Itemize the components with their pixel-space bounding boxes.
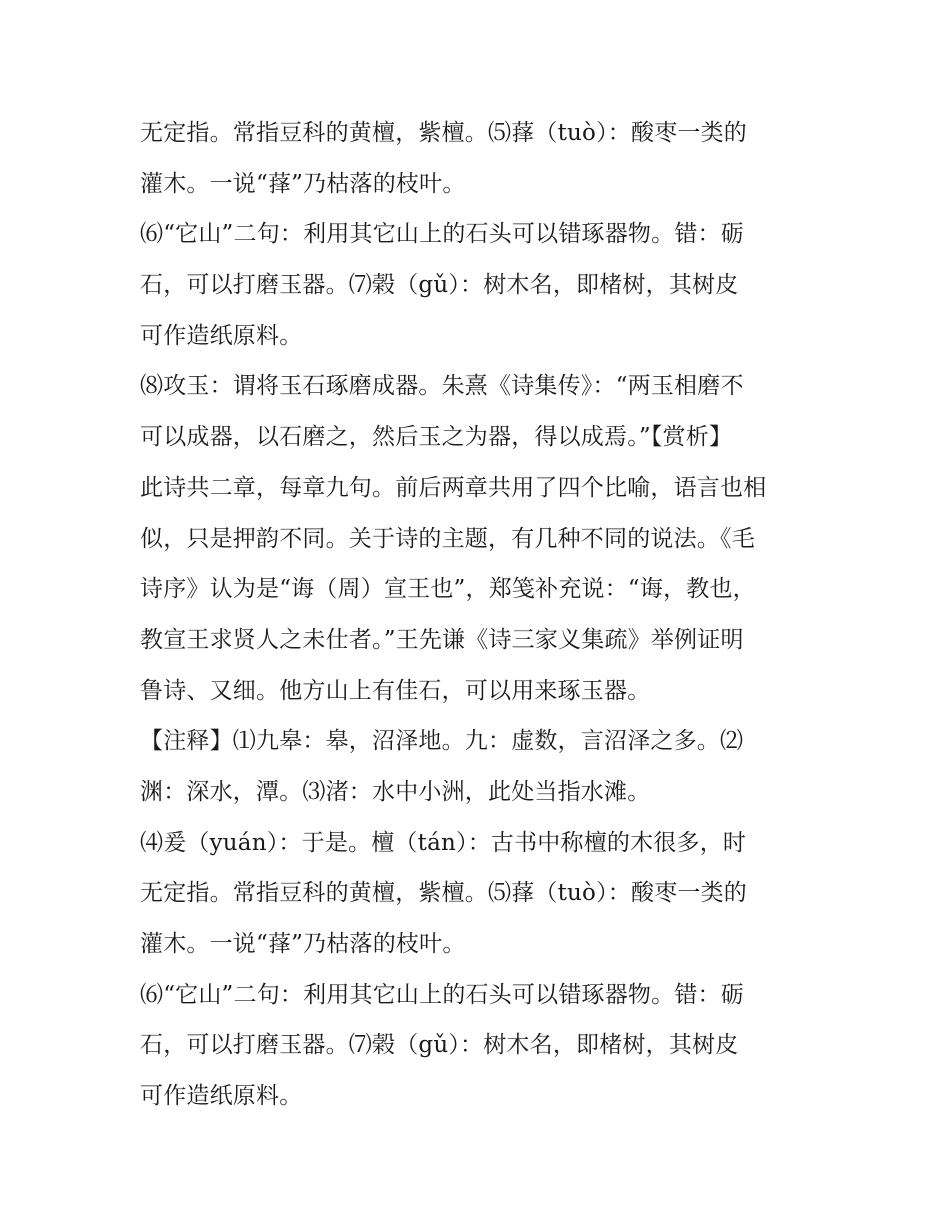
text-line: 灌木。一说“萚”乃枯落的枝叶。 [140, 170, 466, 197]
text-line: 可以成器，以石磨之，然后玉之为器，得以成焉。”【赏析】 [140, 424, 733, 451]
text-line: 鲁诗、又细。他方山上有佳石，可以用来琢玉器。 [140, 677, 651, 704]
text-line: ⑷爰（yuán）：于是。檀（tán）：古书中称檀的木很多，时 [140, 829, 747, 856]
text-line: 可作造纸原料。 [140, 1083, 303, 1110]
document-body [140, 108, 820, 1122]
text-line: 诗序》认为是“诲（周）宣王也”，郑笺补充说：“诲，教也， [140, 576, 756, 603]
text-line: 此诗共二章，每章九句。前后两章共用了四个比喻，语言也相 [140, 474, 767, 501]
text-line: ⑻攻玉：谓将玉石琢磨成器。朱熹《诗集传》：“两玉相磨不 [140, 373, 744, 400]
text-line: ⑹“它山”二句：利用其它山上的石头可以错琢器物。错：砺 [140, 981, 744, 1008]
text-line: 石，可以打磨玉器。⑺榖（gǔ）：树木名，即楮树，其树皮 [140, 1032, 739, 1059]
text-line: 教宣王求贤人之未仕者。”王先谦《诗三家义集疏》举例证明 [140, 626, 744, 653]
text-line: ⑹“它山”二句：利用其它山上的石头可以错琢器物。错：砺 [140, 221, 744, 248]
text-line: 可作造纸原料。 [140, 322, 303, 349]
text-line: 石，可以打磨玉器。⑺榖（gǔ）：树木名，即楮树，其树皮 [140, 272, 739, 299]
text-line: 无定指。常指豆科的黄檀，紫檀。⑸萚（tuò）：酸枣一类的 [140, 120, 748, 146]
text-line: 灌木。一说“萚”乃枯落的枝叶。 [140, 931, 466, 957]
text-line: 渊：深水，潭。⑶渚：水中小洲，此处当指水滩。 [140, 778, 651, 805]
text-line: 无定指。常指豆科的黄檀，紫檀。⑸萚（tuò）：酸枣一类的 [140, 880, 748, 907]
text-line: 【注释】⑴九皋：皋，沼泽地。九：虚数，言沼泽之多。⑵ [140, 728, 744, 755]
text-line: 似，只是押韵不同。关于诗的主题，有几种不同的说法。《毛 [140, 525, 755, 552]
